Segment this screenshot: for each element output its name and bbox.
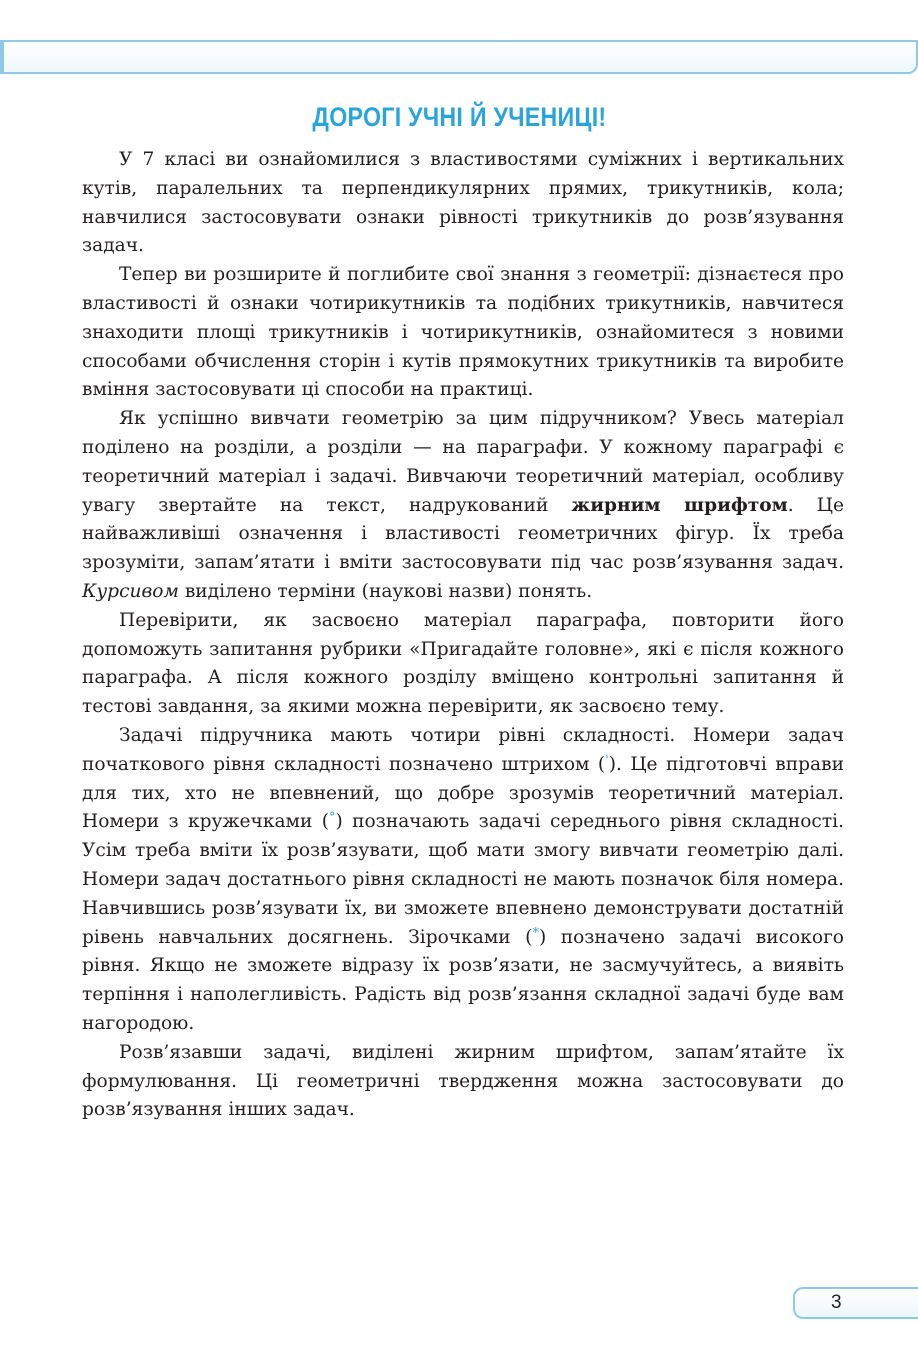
paragraph-difficulty-levels — [82, 722, 844, 1039]
paragraph-review: Перевірити, як засвоєно матеріал параграфа, повторити його допоможуть запитання рубрики «Пригадайте головне», які є після кожного параграфа. А після кожного розділу вміщено контрольні запитання й тестові завдання, за якими можна перевірити, як засвоєно тему. — [82, 609, 844, 718]
text-segment: Задачі підручника мають чотири рівні складності. Номери задач початкового рівня складності позначено штрихом ( — [82, 724, 844, 775]
circle-mark-icon: ° — [329, 810, 336, 826]
paragraph-closing: Розв’язавши задачі, виділені жирним шрифтом, запам’ятайте їх формулювання. Ці геометричні твердження можна застосовувати до розв’язування інших задач. — [82, 1041, 844, 1121]
stroke-mark-icon: ' — [605, 752, 609, 768]
text-segment: . Це найважливіші означення і властивості геометричних фігур. Їх треба зрозуміти, запам’ятати і вміти застосовувати під час розв’язування задач. — [82, 494, 844, 574]
text-segment: ). Це підготовчі вправи для тих, хто не впевнений, що добре зрозумів теоретичний матеріал. Номери з кружечками ( — [82, 753, 844, 833]
page-number: 3 — [831, 1292, 842, 1313]
star-mark-icon: * — [532, 925, 539, 941]
header-band — [0, 40, 918, 74]
text-segment: ) позначають задачі середнього рівня складності. Усім треба вміти їх розв’язувати, щоб мати змогу вивчати геометрію далі. Номери задач достатнього рівня складності не мають позначок біля номера. Навчившись розв’язувати їх, ви зможете впевнено демонструвати достатній рівень навчальних досягнень. Зірочками ( — [82, 811, 844, 948]
page-title: ДОРОГІ УЧНІ Й УЧЕНИЦІ! — [312, 102, 607, 132]
bold-term: жирним шрифтом — [571, 494, 788, 516]
paragraph-intro: У 7 класі ви ознайомилися з властивостями суміжних і вертикальних кутів, паралельних та перпендикулярних прямих, трикутників, кола; навчилися застосовувати ознаки рівності трикутників до розв’язування задач. — [82, 149, 844, 257]
body-text — [82, 146, 844, 1125]
page-number-tab — [793, 1287, 918, 1319]
paragraph-how-to-study — [82, 405, 844, 607]
text-segment: виділено терміни (наукові назви) понять. — [178, 580, 593, 602]
paragraph-goals: Тепер ви розширите й поглибите свої знання з геометрії: дізнаєтеся про властивості й ознаки чотирикутників та подібних трикутників, навчитеся знаходити площі трикутників і чотирикутників, ознайомитеся з новими способами обчислення сторін і кутів прямокутних трикутників та виробите вміння застосовувати ці способи на практиці. — [82, 264, 844, 401]
text-segment: Як успішно вивчати геометрію за цим підручником? Увесь матеріал поділено на розділи, а розділи — на параграфи. У кожному параграфі є теоретичний матеріал і задачі. Вивчаючи теоретичний матеріал, особливу увагу звертайте на текст, надрукований — [82, 408, 844, 516]
italic-term: Курсивом — [82, 580, 179, 602]
text-segment: ) позначено задачі високого рівня. Якщо не зможете відразу їх розв’язати, не засмучуйтесь, а виявіть терпіння і наполегливість. Радість від розв’язання складної задачі буде вам нагородою. — [82, 926, 845, 1034]
